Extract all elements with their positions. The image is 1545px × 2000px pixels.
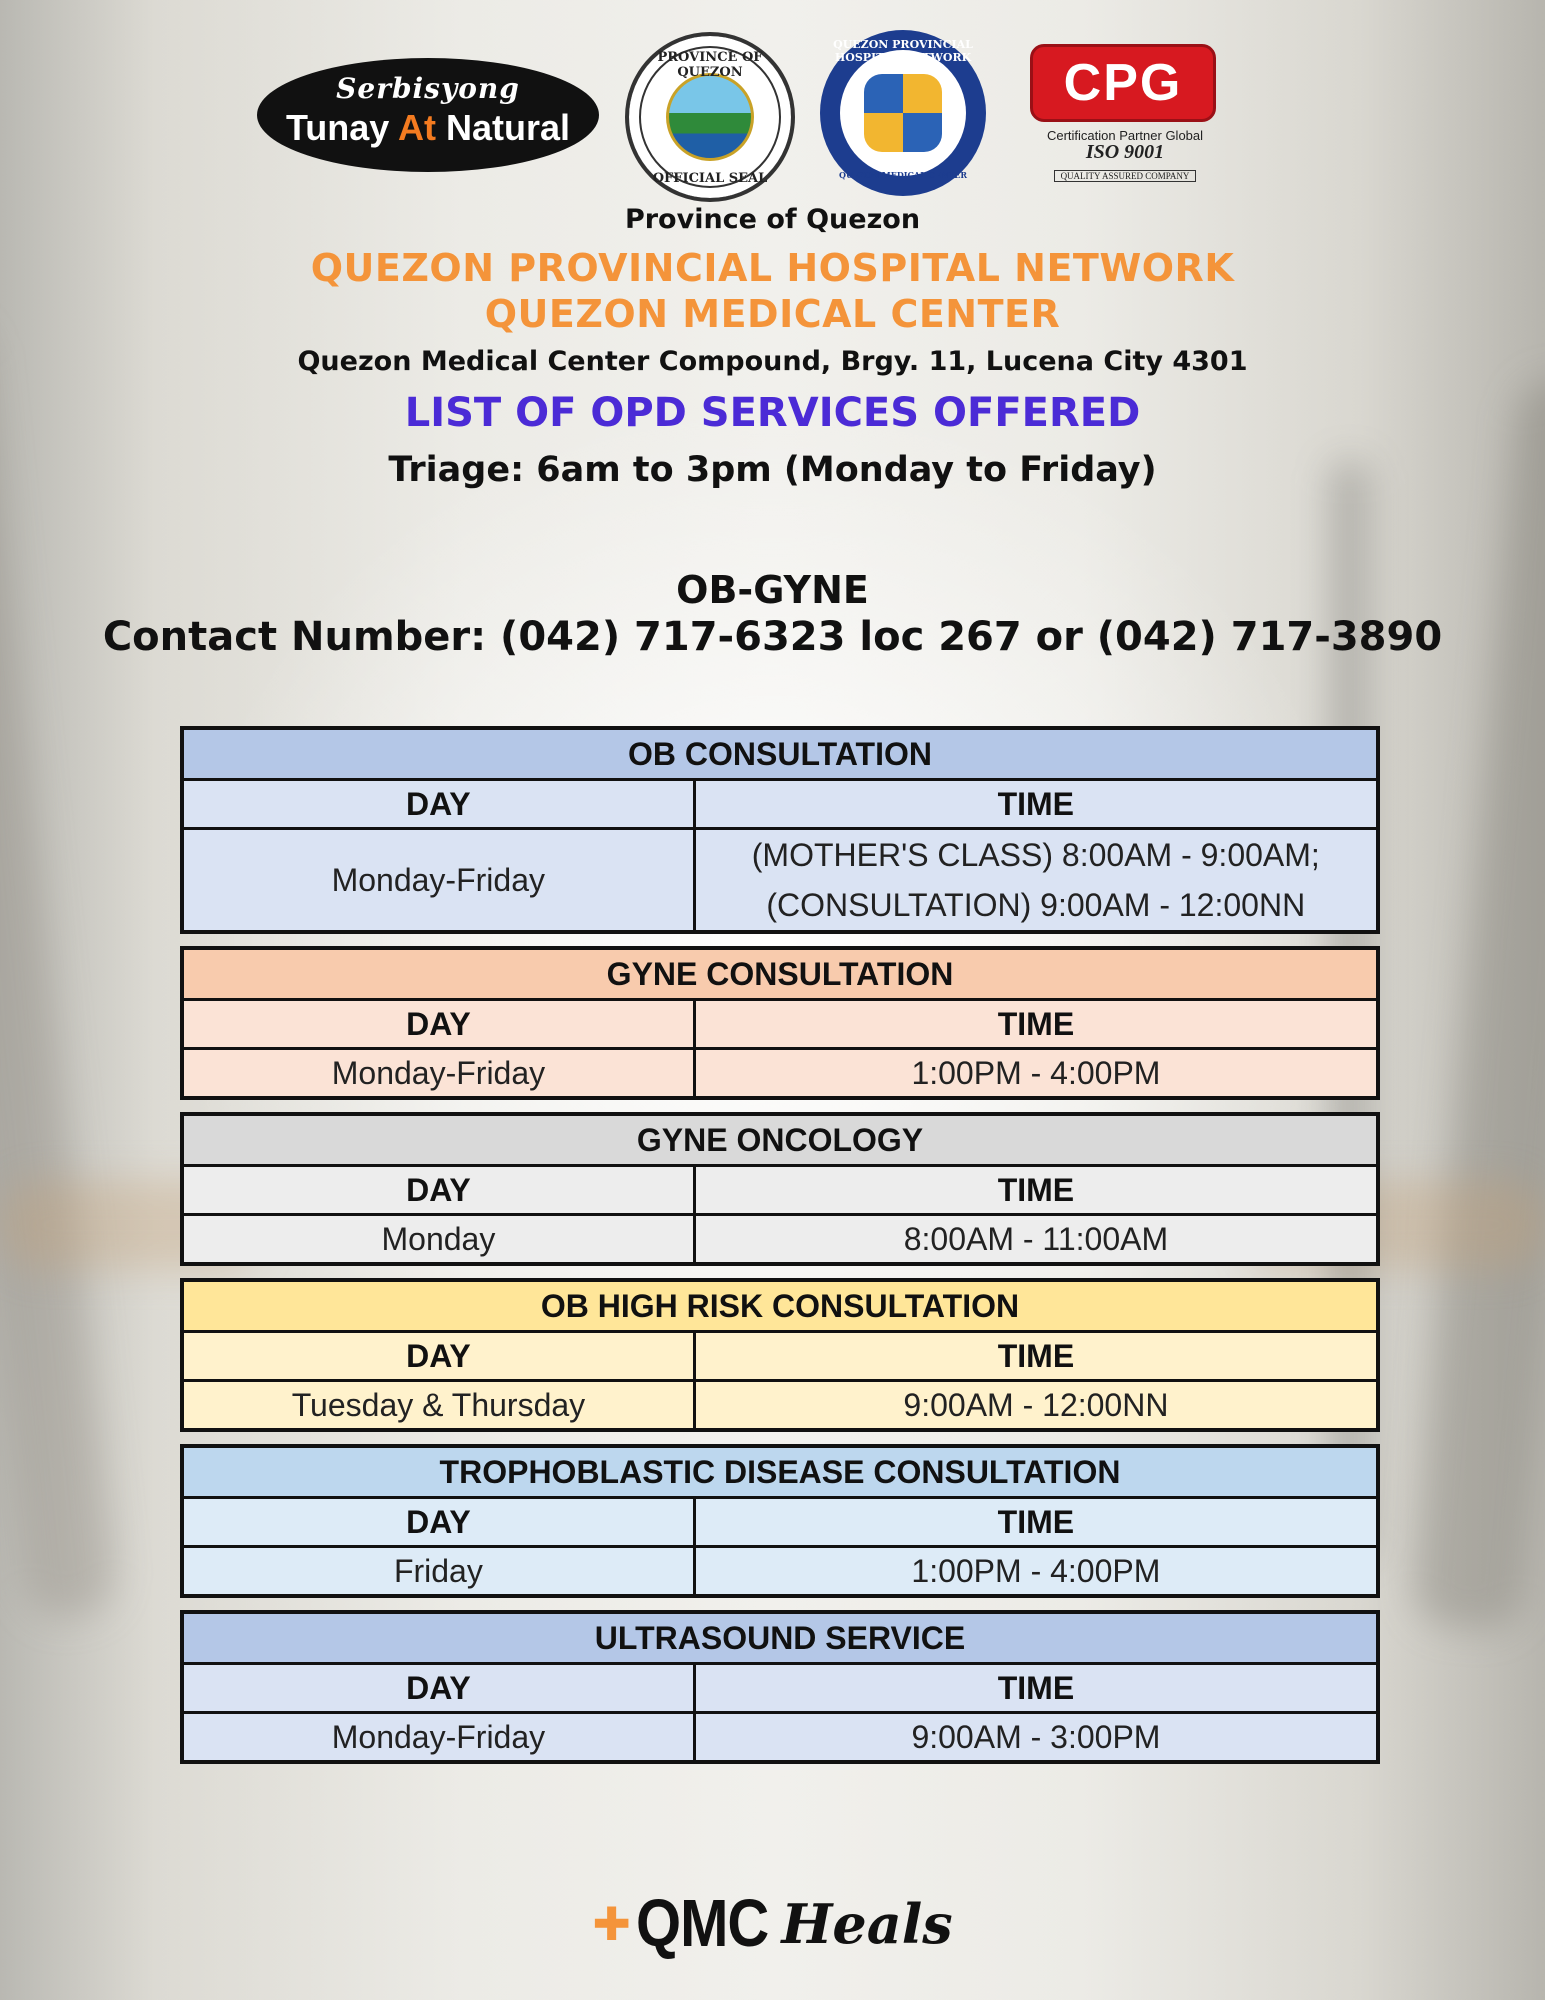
quezon-official-seal [625, 32, 795, 202]
address: Quezon Medical Center Compound, Brgy. 11, Lucena City 4301 [297, 346, 1248, 377]
contact-number: Contact Number: (042) 717-6323 loc 267 or (042) 717-3890 [102, 614, 1443, 660]
day-header: DAY [182, 1166, 694, 1215]
footer-tagline: Heals [781, 1891, 953, 1956]
time-header: TIME [694, 1166, 1378, 1215]
cpg-iso: ISO 9001 [1085, 141, 1165, 163]
department-name: OB-GYNE [676, 568, 869, 612]
time-header: TIME [694, 780, 1378, 829]
day-header: DAY [182, 1498, 694, 1547]
schedule-title: GYNE CONSULTATION [182, 948, 1378, 1000]
day-cell: Monday-Friday [182, 1049, 694, 1099]
day-cell: Tuesday & Thursday [182, 1381, 694, 1431]
quezon-seal-emblem-icon [666, 73, 754, 161]
time-line1: (MOTHER'S CLASS) 8:00AM - 9:00AM; [751, 837, 1320, 873]
day-header: DAY [182, 1000, 694, 1049]
serbisyong-logo-line2: Tunay At Natural [285, 107, 571, 148]
day-header: DAY [182, 1664, 694, 1713]
serbisyong-logo-line1: Serbisyong [336, 72, 520, 105]
province-label: Province of Quezon [624, 204, 921, 235]
cpg-mark: CPG [1063, 54, 1183, 112]
background-blur-right [1411, 378, 1545, 1633]
time-cell [694, 829, 1378, 933]
qmc-heals-logo [0, 1886, 1545, 1961]
cpg-subtitle: Certification Partner Global [1046, 128, 1204, 143]
schedule-table-gyne-oncology [180, 1112, 1380, 1266]
schedule-table-trophoblastic [180, 1444, 1380, 1598]
schedule-table-gyne-consultation [180, 946, 1380, 1100]
time-header: TIME [694, 1498, 1378, 1547]
day-cell: Friday [182, 1547, 694, 1597]
time-cell: 1:00PM - 4:00PM [694, 1547, 1378, 1597]
background-blur-left [0, 319, 118, 1621]
day-header: DAY [182, 1332, 694, 1381]
time-cell: 9:00AM - 3:00PM [694, 1713, 1378, 1763]
cpg-badge: QUALITY ASSURED COMPANY [1054, 170, 1197, 182]
day-cell: Monday-Friday [182, 1713, 694, 1763]
list-title: LIST OF OPD SERVICES OFFERED [404, 390, 1141, 436]
time-header: TIME [694, 1664, 1378, 1713]
time-cell: 8:00AM - 11:00AM [694, 1215, 1378, 1265]
qphn-seal-bottom-text: QUEZON MEDICAL CENTER [838, 170, 968, 180]
schedule-table-ob-high-risk [180, 1278, 1380, 1432]
logo-row [0, 30, 1545, 200]
day-header: DAY [182, 780, 694, 829]
medical-plus-icon: ✚ [592, 1896, 631, 1951]
org-title-line2: QUEZON MEDICAL CENTER [484, 292, 1061, 336]
time-cell: 9:00AM - 12:00NN [694, 1381, 1378, 1431]
org-title-line1: QUEZON PROVINCIAL HOSPITAL NETWORK [310, 246, 1235, 290]
schedule-title: GYNE ONCOLOGY [182, 1114, 1378, 1166]
time-header: TIME [694, 1332, 1378, 1381]
schedule-title: OB CONSULTATION [182, 728, 1378, 780]
footer-brand: QMC [635, 1886, 769, 1961]
qphn-seal [820, 30, 986, 196]
quezon-seal-bottom-text: OFFICIAL SEAL [652, 171, 768, 186]
serbisyong-logo [257, 58, 599, 172]
schedule-title: OB HIGH RISK CONSULTATION [182, 1280, 1378, 1332]
schedule-title: ULTRASOUND SERVICE [182, 1612, 1378, 1664]
triage-hours: Triage: 6am to 3pm (Monday to Friday) [388, 450, 1157, 490]
qphn-seal-top-text: QUEZON PROVINCIAL HOSPITAL NETWORK [833, 38, 973, 64]
day-cell: Monday-Friday [182, 829, 694, 933]
time-line2: (CONSULTATION) 9:00AM - 12:00NN [766, 887, 1306, 923]
schedule-table-ultrasound [180, 1610, 1380, 1764]
day-cell: Monday [182, 1215, 694, 1265]
time-cell: 1:00PM - 4:00PM [694, 1049, 1378, 1099]
time-header: TIME [694, 1000, 1378, 1049]
schedule-tables [180, 726, 1380, 1776]
quezon-seal-top-text: PROVINCE OF QUEZON [657, 50, 763, 80]
qphn-emblem-icon [864, 74, 942, 152]
cpg-logo [1030, 44, 1220, 184]
schedule-title: TROPHOBLASTIC DISEASE CONSULTATION [182, 1446, 1378, 1498]
schedule-table-ob-consultation [180, 726, 1380, 934]
